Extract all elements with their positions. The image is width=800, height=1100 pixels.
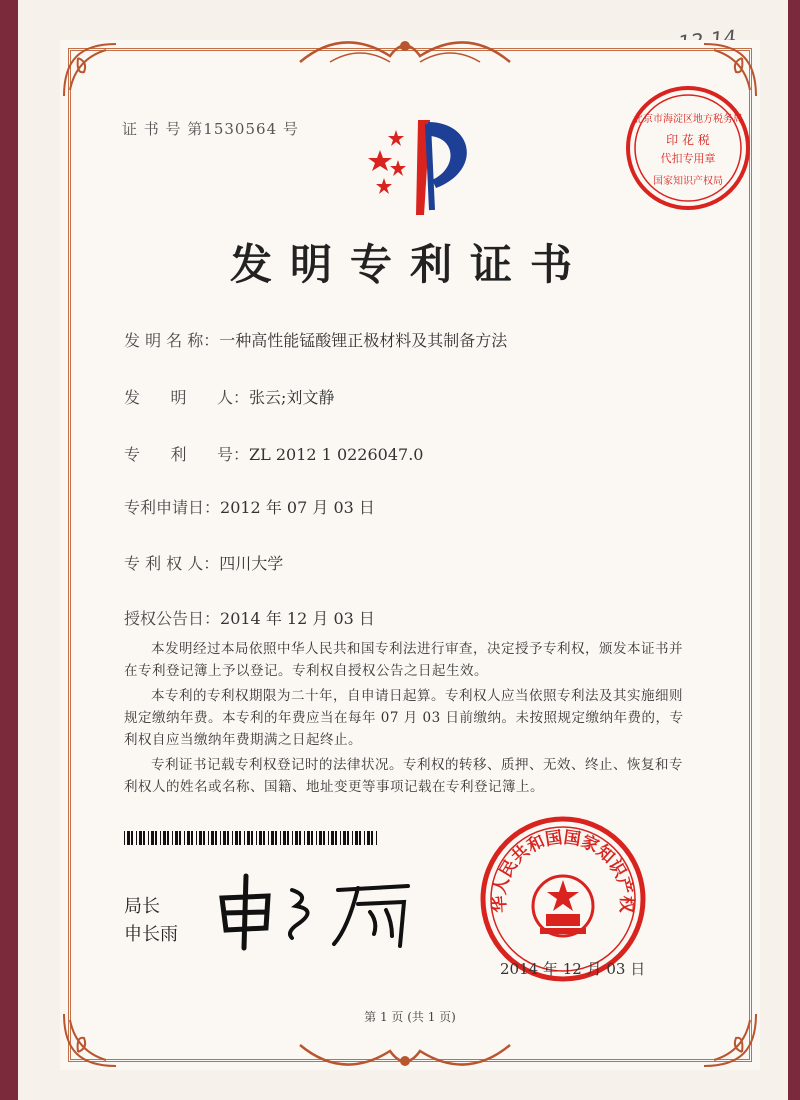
- field-value: 张云;刘文静: [249, 388, 335, 407]
- field-label: 专利申请日：: [124, 498, 221, 517]
- field-value: 一种高性能锰酸锂正极材料及其制备方法: [219, 331, 508, 350]
- svg-text:国家知识产权局: 国家知识产权局: [653, 176, 723, 187]
- certificate-body: [124, 638, 692, 798]
- tax-stamp-seal: [622, 82, 754, 214]
- field-application-date: [124, 495, 375, 518]
- field-value: ZL 2012 1 0226047.0: [249, 445, 424, 464]
- field-value: 2012 年 07 月 03 日: [220, 498, 375, 517]
- field-label: 专 利 号：: [124, 445, 250, 464]
- page-footer: 第 1 页 (共 1 页): [364, 1010, 456, 1024]
- field-patentee: [124, 551, 283, 574]
- field-value: 2014 年 12 月 03 日: [220, 609, 375, 628]
- field-label: 发 明 名 称：: [124, 331, 220, 350]
- patent-office-logo: [358, 110, 488, 220]
- field-label: 专 利 权 人：: [124, 554, 220, 573]
- seal-date: 2014 年 12 月 03 日: [500, 960, 646, 978]
- director-title: 局长: [124, 896, 160, 917]
- field-invention-name: [124, 328, 507, 351]
- barcode: [124, 830, 379, 844]
- bottom-ornament: [290, 1035, 520, 1075]
- certificate: [60, 40, 760, 1070]
- field-patent-number: [124, 442, 423, 465]
- corner-ornament: [60, 40, 120, 100]
- body-paragraph: 本发明经过本局依照中华人民共和国专利法进行审查，决定授予专利权，颁发本证书并在专利登记簿上予以登记。专利权自授权公告之日起生效。: [124, 641, 683, 679]
- director-name: 申长雨: [124, 924, 178, 945]
- certificate-number: 证 书 号 第1530564 号: [122, 120, 299, 138]
- field-label: 授权公告日：: [124, 609, 221, 628]
- body-paragraph: 专利证书记载专利权登记时的法律状况。专利权的转移、质押、无效、终止、恢复和专利权人的姓名或名称、国籍、地址变更等事项记载在专利登记簿上。: [124, 757, 683, 795]
- field-inventors: [124, 385, 334, 408]
- svg-text:代扣专用章: 代扣专用章: [660, 152, 716, 165]
- document-page: [18, 0, 788, 1100]
- svg-text:北京市海淀区地方税务局: 北京市海淀区地方税务局: [633, 114, 743, 125]
- field-label: 发 明 人：: [124, 388, 250, 407]
- director-signature: [208, 868, 448, 953]
- body-paragraph: 本专利的专利权期限为二十年，自申请日起算。专利权人应当依照专利法及其实施细则规定缴纳年费。本专利的年费应当在每年 07 月 03 日前缴纳。未按照规定缴纳年费的，专利权自应当缴纳年费期满之日起终止。: [124, 688, 684, 748]
- field-grant-date: [124, 606, 375, 629]
- svg-text:印 花 税: 印 花 税: [666, 133, 710, 147]
- svg-text:中华人民共和国国家知识产权局: 华人民共和国国家知识产权: [489, 827, 637, 914]
- certificate-title: 发明专利证书: [229, 240, 590, 289]
- field-value: 四川大学: [219, 554, 284, 573]
- top-ornament: [290, 32, 520, 72]
